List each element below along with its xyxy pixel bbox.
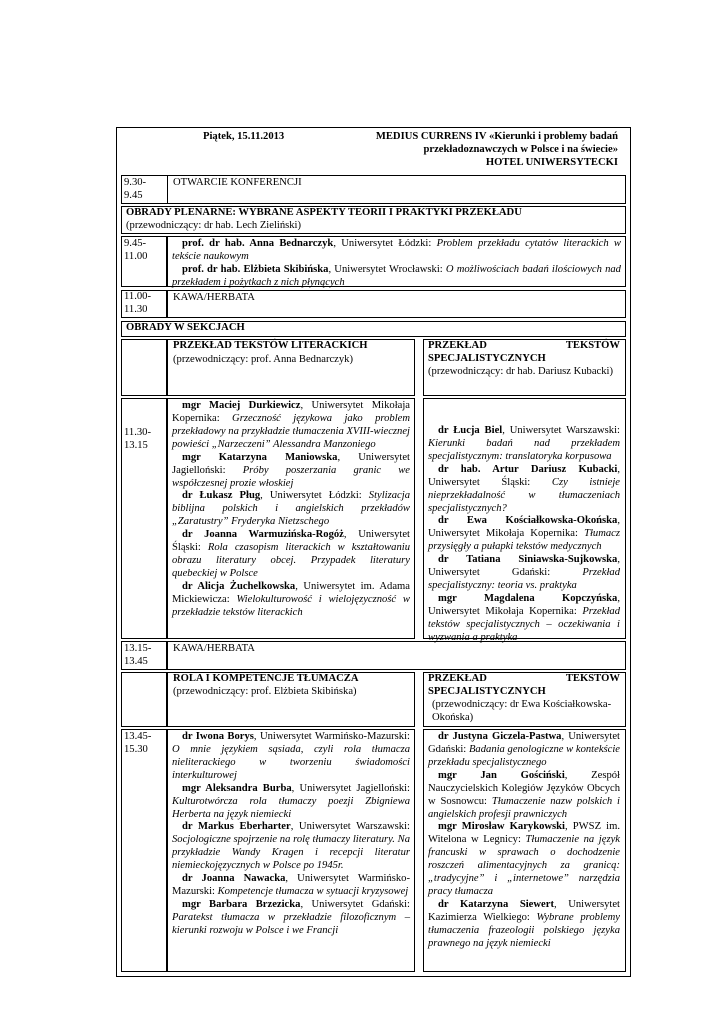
talk-entry: mgr Barbara Brzezicka, Uniwersytet Gdański: Paratekst tłumacza w przekładzie filozoficznym – kierunki rozwoju w Polsce i we Francji bbox=[172, 898, 410, 936]
session1-time bbox=[124, 427, 164, 453]
opening-time-start: 9.30- bbox=[124, 177, 147, 188]
opening-time-end: 9.45 bbox=[124, 189, 143, 201]
break1-time bbox=[124, 291, 164, 317]
session1-time-end: 13.15 bbox=[124, 439, 148, 451]
plenary-chair: (przewodniczący: dr hab. Lech Zieliński) bbox=[126, 220, 302, 231]
header-venue: HOTEL UNIWERSYTECKI bbox=[485, 156, 618, 168]
talk-entry: mgr Mirosław Karykowski, PWSZ im. Witelona w Legnicy: Tłumaczenie na język francuski w sprawach o dochodzenie roszczeń alimentacyjnych za granicą: „tradycyjne” i „internetowe” narzędzia pracy tłumacza bbox=[428, 821, 620, 898]
session2-right-title-a: PRZEKŁAD bbox=[428, 673, 487, 684]
sections-title: OBRADY W SEKCJACH bbox=[126, 322, 245, 333]
break2-label: KAWA/HERBATA bbox=[173, 643, 255, 654]
session2-right-talks bbox=[428, 731, 620, 951]
talk-entry: dr Joanna Warmuzińska-Rogóż, Uniwersytet Śląski: Rola czasopism literackich w kształtowaniu obrazu literatury obcej. Przypadek literatury quebeckiej w Polsce bbox=[172, 529, 410, 579]
session2-time bbox=[124, 731, 164, 757]
session2-left-chair: (przewodniczący: prof. Elżbieta Skibińska) bbox=[173, 686, 357, 697]
session2-time-box bbox=[121, 729, 167, 972]
session2-left-talks bbox=[172, 731, 410, 938]
talk-entry: dr Markus Eberharter, Uniwersytet Warszawski: Socjologiczne spojrzenie na rolę tłumaczy literatury. Na przykładzie Wandy Kragen i recepcji literatur niemieckojęzycznych w Polsce po 1945r. bbox=[172, 821, 410, 872]
header-title-line2: przekładoznawczych w Polsce i na świecie» bbox=[423, 143, 618, 155]
talk-entry: dr Łucja Biel, Uniwersytet Warszawski: Kierunki badań nad przekładem specjalistycznym: translatoryka korpusowa bbox=[428, 425, 620, 462]
break2-time-end: 13.45 bbox=[124, 655, 148, 667]
opening-time bbox=[124, 177, 164, 203]
session1-time-header-box bbox=[121, 339, 167, 396]
talk-entry: mgr Katarzyna Maniowska, Uniwersytet Jagielloński: Próby poszerzania granic we współczesnej prozie włoskiej bbox=[172, 451, 410, 489]
break2-time bbox=[124, 643, 164, 669]
header-title bbox=[340, 131, 618, 170]
header-date: Piątek, 15.11.2013 bbox=[203, 131, 285, 142]
session2-right-title-b: TEKSTÓW bbox=[565, 673, 620, 684]
opening-label: OTWARCIE KONFERENCJI bbox=[173, 177, 302, 188]
session1-left-chair: (przewodniczący: prof. Anna Bednarczyk) bbox=[173, 354, 354, 365]
session1-left-title: PRZEKŁAD TEKSTÓW LITERACKICH bbox=[173, 340, 368, 351]
break1-label: KAWA/HERBATA bbox=[173, 292, 255, 303]
talk-entry: dr Joanna Nawacka, Uniwersytet Warmińsko-Mazurski: Kompetencje tłumacza w sytuacji kryzysowej bbox=[172, 873, 410, 898]
session1-time-start: 11.30- bbox=[124, 427, 151, 438]
plenary-talk: prof. dr hab. Elżbieta Skibińska, Uniwersytet Wrocławski: O możliwościach badań ilościowych nad przekładem i pożytkach z nich płynących bbox=[172, 263, 621, 288]
talk-entry: dr Iwona Borys, Uniwersytet Warmińsko-Mazurski: O mnie językiem sąsiada, czyli rola tłumacza nieliterackiego w tworzeniu świadomości interkulturowej bbox=[172, 731, 410, 781]
session2-right-title-c: SPECJALISTYCZNYCH bbox=[428, 685, 546, 697]
plenary-time bbox=[124, 238, 164, 264]
session1-right-talks bbox=[428, 425, 620, 645]
plenary-time-end: 11.00 bbox=[124, 250, 148, 262]
session1-right-header bbox=[428, 340, 620, 379]
session2-time-end: 15.30 bbox=[124, 743, 148, 755]
header-title-line1: MEDIUS CURRENS IV «Kierunki i problemy badań bbox=[375, 131, 618, 142]
talk-entry: dr hab. Artur Dariusz Kubacki, Uniwersytet Śląski: Czy istnieje nieprzekładalność w tłumaczeniach specjalistycznych? bbox=[428, 463, 621, 514]
plenary-title: OBRADY PLENARNE: WYBRANE ASPEKTY TEORII I PRAKTYKI PRZEKŁADU bbox=[126, 207, 522, 218]
talk-entry: dr Justyna Giczela-Pastwa, Uniwersytet Gdański: Badania genologiczne w kontekście przekładu specjalistycznego bbox=[428, 731, 621, 768]
talk-entry: dr Tatiana Siniawska-Sujkowska, Uniwersytet Gdański: Przekład specjalistyczny: teoria vs. praktyka bbox=[428, 554, 620, 592]
break2-time-start: 13.15- bbox=[124, 643, 152, 654]
talk-entry: mgr Magdalena Kopczyńska, Uniwersytet Mikołaja Kopernika: Przekład tekstów specjalistycznych – oczekiwania i wyzwania a praktyka bbox=[428, 592, 620, 643]
plenary-talks bbox=[172, 238, 621, 290]
session1-left-talks bbox=[172, 400, 410, 620]
plenary-talk: prof. dr hab. Anna Bednarczyk, Uniwersytet Łódzki: Problem przekładu cytatów literackich w tekście naukowym bbox=[172, 238, 622, 262]
session2-time-start: 13.45- bbox=[124, 731, 152, 742]
talk-entry: mgr Jan Gościński, Zespół Nauczycielskich Kolegiów Języków Obcych w Sosnowcu: Tłumaczenie nazw polskich i angielskich profesji prawniczych bbox=[428, 769, 620, 820]
talk-entry: dr Alicja Żuchelkowska, Uniwersytet im. Adama Mickiewicza: Wielokulturowość i wielojęzyczność w przekładzie tekstów literackich bbox=[172, 580, 410, 618]
plenary-time-start: 9.45- bbox=[124, 238, 147, 249]
session1-right-title-c: SPECJALISTYCZNYCH bbox=[428, 352, 546, 364]
session1-right-chair: (przewodniczący: dr hab. Dariusz Kubacki) bbox=[428, 365, 614, 377]
session2-left-title: ROLA I KOMPETENCJE TŁUMACZA bbox=[173, 673, 359, 684]
session1-right-title-b: TEKSTÓW bbox=[565, 340, 620, 351]
session1-right-title-a: PRZEKŁAD bbox=[428, 340, 487, 351]
talk-entry: dr Katarzyna Siewert, Uniwersytet Kazimierza Wielkiego: Wybrane problemy tłumaczenia frazeologii polskiego języka prawnego na język niemiecki bbox=[428, 898, 620, 949]
talk-entry: mgr Maciej Durkiewicz, Uniwersytet Mikołaja Kopernika: Grzeczność językowa jako problem przekładowy na przykładzie tłumaczenia XVIII-wiecznej powieści „Narzeczeni” Alessandra Manzoniego bbox=[172, 400, 410, 450]
break1-time-end: 11.30 bbox=[124, 303, 148, 315]
session2-right-header bbox=[428, 673, 620, 725]
talk-entry: mgr Aleksandra Burba, Uniwersytet Jagielloński: Kulturotwórcza rola tłumaczy poezji Zbigniewa Herberta na język niemiecki bbox=[172, 782, 410, 820]
session2-right-chair: (przewodniczący: dr Ewa Kościałkowska-Okońska) bbox=[432, 698, 612, 723]
session2-time-header-box bbox=[121, 672, 167, 727]
break1-time-start: 11.00- bbox=[124, 291, 151, 302]
talk-entry: dr Łukasz Pług, Uniwersytet Łódzki: Stylizacja biblijna polskich i angielskich przekładów „Zaratustry” Fryderyka Nietzschego bbox=[172, 490, 410, 528]
talk-entry: dr Ewa Kościałkowska-Okońska, Uniwersytet Mikołaja Kopernika: Tłumacz przysięgły a pułapki tekstów medycznych bbox=[428, 515, 620, 553]
